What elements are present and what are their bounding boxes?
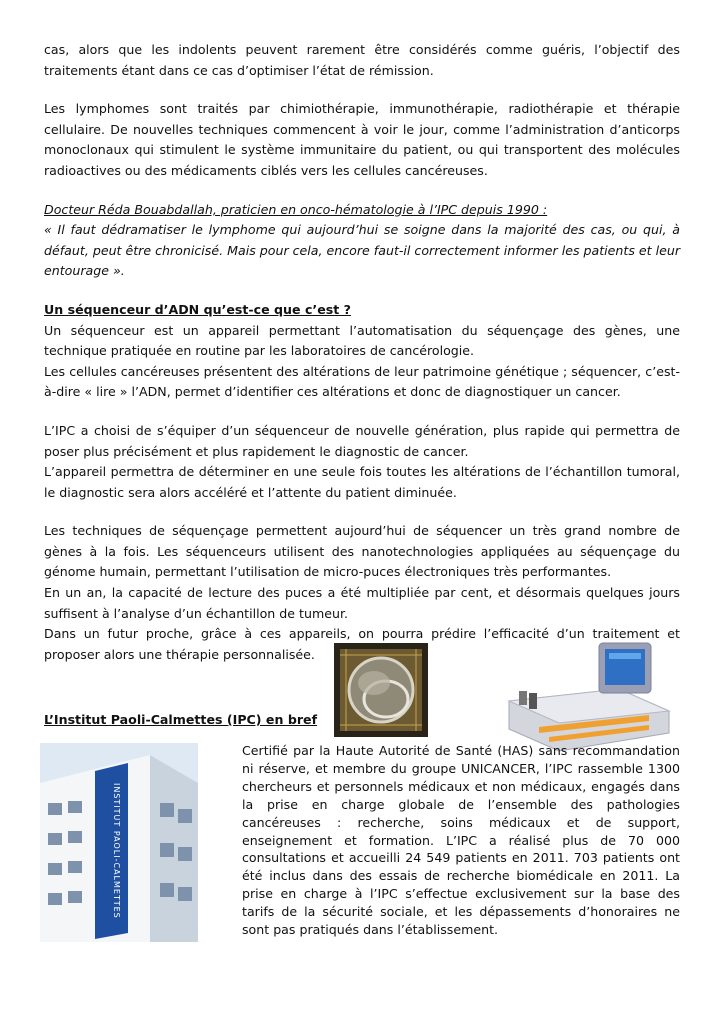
sequencing-chip-image [334, 643, 428, 737]
paragraph-ipc-summary: Certifié par la Haute Autorité de Santé (HAS) sans recommandation ni réserve, et membre du groupe UNICANCER, l’IPC rassemble 1300 chercheurs et personnels médicaux et non médicaux, engagés dans la prise en charge globale de l’ensemble des pathologies cancéreuses : recherche, soins médicaux et de support, enseignement et formation. L’IPC a réalisé plus de 70 000 consultations et accueilli 24 549 patients en 2011. 703 patients ont été inclus dans des essais de recherche biomédicale en 2011. La prise en charge à l’IPC s’effectue exclusivement sur la base des tarifs de la sécurité sociale, et les dépassements d’honoraires ne sont pas pratiqués dans l’établissement. [242, 743, 680, 938]
paragraph-techniques: Les techniques de séquençage permettent aujourd’hui de séquencer un très grand nombre de gènes à la fois. Les séquenceurs utilisent des nanotechnologies appliquées au séquençage du génome humain, permettant l’utilisation de micro-puces électroniques très performantes. [44, 523, 680, 580]
paragraph-ipc-choice: L’IPC a choisi de s’équiper d’un séquenceur de nouvelle génération, plus rapide qui permettra de poser plus précisément et plus rapidement le diagnostic de cancer. [44, 422, 680, 459]
building-sign-text: INSTITUT PAOLI-CALMETTES [112, 783, 121, 919]
quote-author: Docteur Réda Bouabdallah, praticien en onco-hématologie à l’IPC depuis 1990 : [44, 201, 548, 217]
ipc-building-image [40, 743, 198, 942]
paragraph-capacity: En un an, la capacité de lecture des puces a été multipliée par cent, et désormais quelques jours suffisent à l’analyse d’un échantillon de tumeur. [44, 585, 680, 621]
document-page [44, 40, 680, 938]
quote-text: « Il faut dédramatiser le lymphome qui aujourd’hui se soigne dans la majorité des cas, ou qui, à défaut, peut être chronicisé. Mais pour cela, encore faut-il correctement informer les patients et leur entourage ». [44, 222, 680, 279]
paragraph-device: L’appareil permettra de déterminer en une seule fois toutes les altérations de l’échantillon tumoral, le diagnostic sera alors accéléré et l’attente du patient diminuée. [44, 464, 680, 500]
paragraph-treatments: Les lymphomes sont traités par chimiothérapie, immunothérapie, radiothérapie et thérapie cellulaire. De nouvelles techniques commencent à voir le jour, comme l’administration d’anticorps monoclonaux qui stimulent le système immunitaire du patient, ou qui transportent des molécules radioactives ou des médicaments ciblés vers les cellules cancéreuses. [44, 101, 680, 178]
paragraph-cancer-cells: Les cellules cancéreuses présentent des altérations de leur patrimoine génétique ; séquencer, c’est-à-dire « lire » l’ADN, permet d’identifier ces altérations et donc de diagnostiquer un cancer. [44, 363, 680, 400]
paragraph-future: Dans un futur proche, grâce à ces appareils, on pourra prédire l’efficacité d’un traitement et proposer alors une thérapie personnalisée. [44, 626, 680, 662]
sequencer-machine-image [499, 641, 674, 756]
paragraph-remission: cas, alors que les indolents peuvent rarement être considérés comme guéris, l’objectif des traitements étant dans ce cas d’optimiser l’état de rémission. [44, 42, 680, 78]
heading-sequencer: Un séquenceur d’ADN qu’est-ce que c’est ? [44, 301, 351, 317]
heading-ipc: L’Institut Paoli-Calmettes (IPC) en bref [44, 712, 318, 727]
paragraph-sequencer-definition: Un séquenceur est un appareil permettant l’automatisation du séquençage des gènes, une technique pratiquée en routine par les laboratoires de cancérologie. [44, 322, 680, 359]
